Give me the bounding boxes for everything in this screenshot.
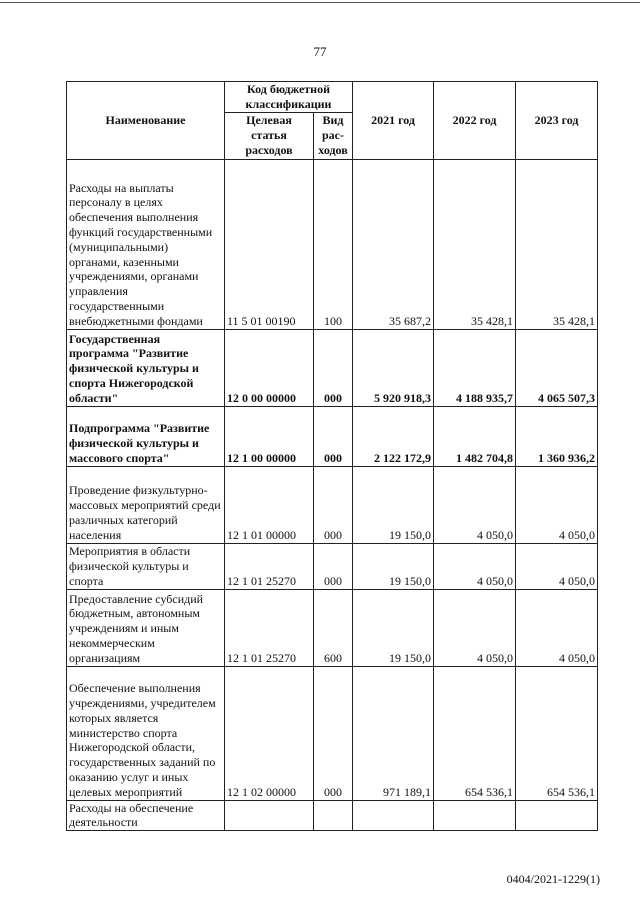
row-2023-cell: 35 428,1 bbox=[516, 159, 598, 329]
row-type-cell: 000 bbox=[314, 543, 353, 589]
row-type-cell: 100 bbox=[314, 159, 353, 329]
header-code-group: Код бюджетной классификации bbox=[225, 82, 353, 113]
header-2021: 2021 год bbox=[353, 82, 434, 160]
row-2022-cell: 4 050,0 bbox=[434, 589, 516, 666]
page-number: 77 bbox=[313, 44, 327, 59]
row-2022-cell: 4 188 935,7 bbox=[434, 329, 516, 406]
row-name-cell: Государственная программа "Развитие физической культуры и спорта Нижегородской области" bbox=[67, 329, 225, 406]
row-2023-cell: 4 065 507,3 bbox=[516, 329, 598, 406]
table-row bbox=[67, 543, 598, 589]
row-name-cell: Подпрограмма "Развитие физической культуры и массового спорта" bbox=[67, 406, 225, 466]
row-2023-cell: 4 050,0 bbox=[516, 543, 598, 589]
footer-doc-code: 0404/2021-1229(1) bbox=[506, 872, 600, 886]
row-2021-cell: 35 687,2 bbox=[353, 159, 434, 329]
row-type-cell: 000 bbox=[314, 329, 353, 406]
row-2022-cell: 1 482 704,8 bbox=[434, 406, 516, 466]
row-2021-cell: 19 150,0 bbox=[353, 466, 434, 543]
header-expense-type: Вид рас-ходов bbox=[314, 112, 353, 159]
row-2022-cell: 4 050,0 bbox=[434, 543, 516, 589]
table-row bbox=[67, 406, 598, 466]
row-2023-cell bbox=[516, 800, 598, 831]
header-name: Наименование bbox=[67, 82, 225, 160]
row-2023-cell: 654 536,1 bbox=[516, 666, 598, 800]
header-2023: 2023 год bbox=[516, 82, 598, 160]
row-2021-cell: 2 122 172,9 bbox=[353, 406, 434, 466]
table-row bbox=[67, 800, 598, 831]
row-code-cell: 12 1 01 00000 bbox=[225, 466, 314, 543]
row-name-cell: Расходы на обеспечение деятельности bbox=[67, 800, 225, 831]
row-code-cell: 12 1 00 00000 bbox=[225, 406, 314, 466]
header-2022: 2022 год bbox=[434, 82, 516, 160]
table-row bbox=[67, 329, 598, 406]
table-body bbox=[67, 159, 598, 831]
row-name-cell: Проведение физкультурно-массовых мероприятий среди различных категорий населения bbox=[67, 466, 225, 543]
row-2023-cell: 1 360 936,2 bbox=[516, 406, 598, 466]
row-2021-cell: 971 189,1 bbox=[353, 666, 434, 800]
row-2023-cell: 4 050,0 bbox=[516, 466, 598, 543]
row-name-cell: Расходы на выплаты персоналу в целях обеспечения выполнения функций государственными (муниципальными) органами, казенными учреждениями, органами управления государственными внебюджетными фондами bbox=[67, 159, 225, 329]
row-2022-cell: 35 428,1 bbox=[434, 159, 516, 329]
row-code-cell: 12 1 01 25270 bbox=[225, 543, 314, 589]
row-type-cell: 600 bbox=[314, 589, 353, 666]
table-row bbox=[67, 666, 598, 800]
row-2022-cell: 654 536,1 bbox=[434, 666, 516, 800]
row-2022-cell: 4 050,0 bbox=[434, 466, 516, 543]
row-code-cell: 11 5 01 00190 bbox=[225, 159, 314, 329]
header-target-article: Целевая статья расходов bbox=[225, 112, 314, 159]
budget-table bbox=[66, 81, 598, 831]
row-name-cell: Обеспечение выполнения учреждениями, учредителем которых является министерство спорта Нижегородской области, государственных заданий по оказанию услуг и иных целевых мероприятий bbox=[67, 666, 225, 800]
table-row bbox=[67, 589, 598, 666]
row-code-cell: 12 0 00 00000 bbox=[225, 329, 314, 406]
row-2021-cell bbox=[353, 800, 434, 831]
row-code-cell: 12 1 02 00000 bbox=[225, 666, 314, 800]
row-2022-cell bbox=[434, 800, 516, 831]
row-name-cell: Мероприятия в области физической культуры и спорта bbox=[67, 543, 225, 589]
top-rule bbox=[0, 2, 640, 3]
table-row bbox=[67, 159, 598, 329]
row-2021-cell: 5 920 918,3 bbox=[353, 329, 434, 406]
row-type-cell bbox=[314, 800, 353, 831]
table-row bbox=[67, 466, 598, 543]
row-2021-cell: 19 150,0 bbox=[353, 543, 434, 589]
row-type-cell: 000 bbox=[314, 406, 353, 466]
row-code-cell: 12 1 01 25270 bbox=[225, 589, 314, 666]
row-type-cell: 000 bbox=[314, 666, 353, 800]
row-2023-cell: 4 050,0 bbox=[516, 589, 598, 666]
row-name-cell: Предоставление субсидий бюджетным, автономным учреждениям и иным некоммерческим организациям bbox=[67, 589, 225, 666]
row-type-cell: 000 bbox=[314, 466, 353, 543]
row-2021-cell: 19 150,0 bbox=[353, 589, 434, 666]
row-code-cell bbox=[225, 800, 314, 831]
